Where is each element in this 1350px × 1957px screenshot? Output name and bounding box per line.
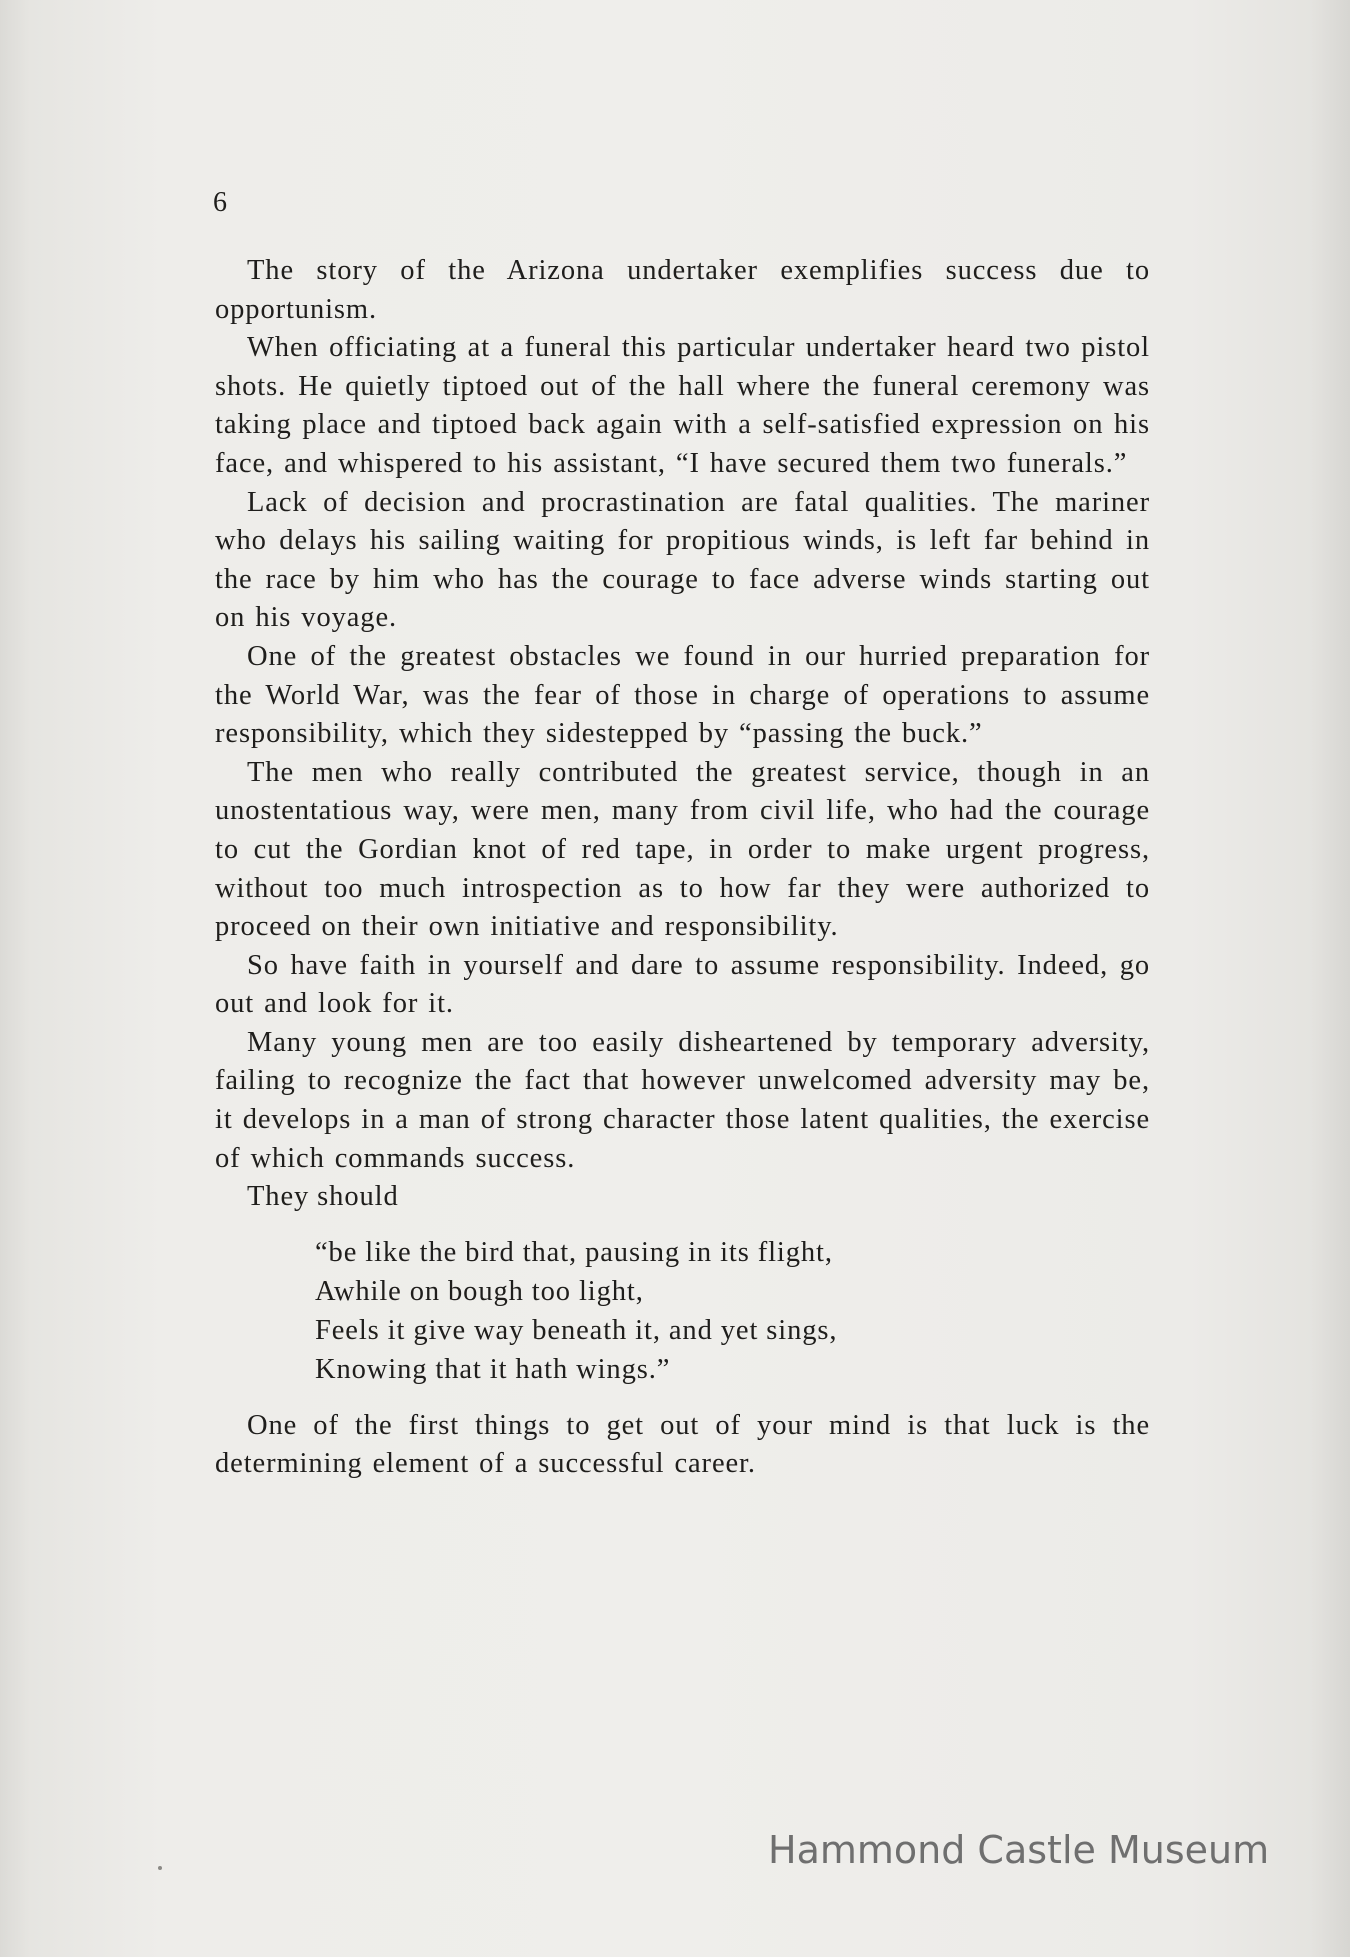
paragraph-undertaker-story: When officiating at a funeral this particular undertaker heard two pistol shots. He quietly tiptoed out of the hall where the funeral ceremony was taking place and tiptoed back again with a self-satisfied expression on his face, and whispered to his assistant, “I have secured them two funerals.” [215,332,1150,479]
body-text [215,252,1150,1484]
watermark: Hammond Castle Museum [768,1828,1270,1872]
poem-line: “be like the bird that, pausing in its flight, [315,1236,833,1268]
page-edge-right [1310,0,1350,1957]
page-edge-left [0,0,30,1957]
poem-line: Feels it give way beneath it, and yet sings, [315,1314,838,1346]
poem-line: Knowing that it hath wings.” [315,1353,671,1385]
paper-speck [158,1866,162,1870]
paragraph-decision: Lack of decision and procrastination are fatal qualities. The mariner who delays his sailing waiting for propitious winds, is left far behind in the race by him who has the courage to face adverse winds starting out on his voyage. [215,486,1150,634]
poem-quote [315,1233,1150,1389]
poem-lead-in: They should [247,1181,399,1213]
paragraph-faith: So have faith in yourself and dare to assume responsibility. Indeed, go out and look for it. [215,949,1150,1020]
paragraph-red-tape: The men who really contributed the greatest service, though in an unostentatious way, were men, many from civil life, who had the courage to cut the Gordian knot of red tape, in order to make urgent progress, without too much introspection as to how far they were authorized to proceed on their own initiative and responsibility. [215,756,1150,943]
paragraph-undertaker-intro: The story of the Arizona undertaker exemplifies success due to opportunism. [215,255,1150,325]
paragraph-adversity: Many young men are too easily disheartened by temporary adversity, failing to recognize the fact that however unwelcomed adversity may be, it develops in a man of strong character those latent qualities, the exercise of which commands success. [215,1026,1150,1174]
page-number: 6 [213,187,227,218]
poem-line: Awhile on bough too light, [315,1275,644,1307]
paragraph-closing: One of the first things to get out of your mind is that luck is the determining element of a successful career. [215,1409,1150,1480]
paragraph-world-war: One of the greatest obstacles we found in our hurried preparation for the World War, was the fear of those in charge of operations to assume responsibility, which they sidestepped by “passing the buck.” [215,640,1150,750]
